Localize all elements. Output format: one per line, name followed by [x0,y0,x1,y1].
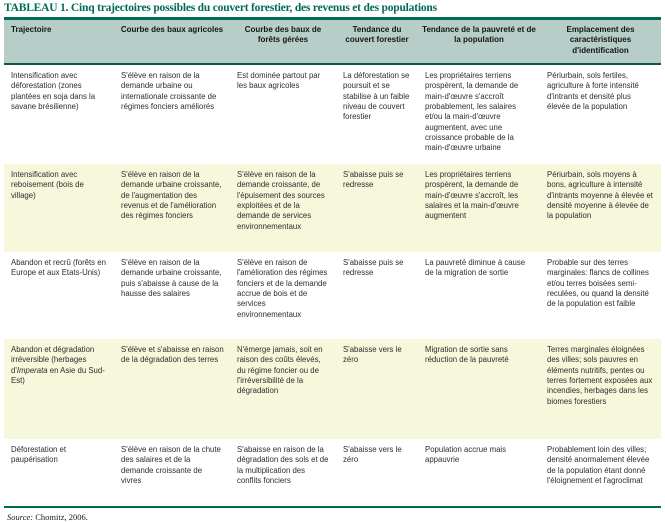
col-header-trajectoire: Trajectoire [4,19,114,65]
source-note [4,508,661,522]
cell-pauvrete-population: La pauvreté diminue à cause de la migration de sortie [425,258,526,278]
cell-baux-forets: Est dominée partout par les baux agricoles [237,71,321,91]
cell-baux-forets: N'émerge jamais, soit en raison des coûts élevés, du régime foncier ou de l'irréversibilité de la dégradation [237,345,323,396]
table-title: TABLEAU 1. Cinq trajectoires possibles du couvert forestier, des revenus et des populations [4,2,437,14]
cell-baux-agricoles: S'élève en raison de la demande urbaine croissante, puis s'abaisse à cause de la hausse des salaires [121,258,222,299]
table-row [4,252,661,339]
cell-baux-agricoles: S'élève en raison de la demande urbaine ou internationale croissante de régimes fonciers améliorés [121,71,217,112]
table-row [4,64,661,164]
trajectories-table [4,17,661,508]
col-header-couvert-forestier: Tendance du couvert forestier [336,19,418,65]
cell-trajectoire: Abandon et dégradation irréversible (herbages d'Imperata en Asie du Sud-Est) [11,345,105,386]
cell-pauvrete-population: Les propriétaires terriens prospèrent, la demande de main-d'œuvre s'accroît, les salaires et la main-d'œuvre augmentent [425,170,519,221]
source-label: Source: [7,512,34,522]
cell-pauvrete-population: Population accrue mais appauvrie [425,445,507,465]
cell-pauvrete-population: Les propriétaires terriens prospèrent, la demande de main-d'œuvre s'accroît probablement, les salaires et/ou la main-d'œuvre augmentent, avec une croissance probable de la main-d'œuvre urbaine [425,71,519,153]
cell-baux-forets: S'élève en raison de la demande croissante, de l'épuisement des sources exploitées et de la demande de services environnementaux [237,170,325,231]
cell-emplacement: Périurbain, sols fertiles, agriculture à forte intensité d'intrants et densité plus élevée de la population [547,71,639,112]
cell-couvert-forestier: S'abaisse puis se redresse [343,258,404,278]
table-row [4,339,661,439]
table-row [4,439,661,507]
cell-trajectoire: Intensification avec déforestation (zones plantées en soja dans la savane brésilienne) [11,71,96,112]
cell-emplacement: Probable sur des terres marginales: flancs de collines et/ou terres boisées semi-reculées, ou quand la densité de la population est faible [547,258,649,309]
table-body [4,64,661,507]
source-text: Chomitz, 2006. [35,512,88,522]
cell-emplacement: Périurbain, sols moyens à bons, agriculture à intensité d'intrants moyenne à élevée et densité moyenne à élevée de la population [547,170,653,221]
col-header-pauvrete-population: Tendance de la pauvreté et de la population [418,19,540,65]
cell-baux-agricoles: S'élève en raison de la demande urbaine croissante, de l'augmentation des revenus et de l'amélioration des régimes fonciers [121,170,222,221]
cell-trajectoire: Déforestation et paupérisation [11,445,67,465]
cell-baux-agricoles: S'élève et s'abaisse en raison de la dégradation des terres [121,345,224,365]
cell-pauvrete-population: Migration de sortie sans réduction de la pauvreté [425,345,509,365]
col-header-baux-forets: Courbe des baux de forêts gérées [230,19,336,65]
table-header [4,19,661,65]
cell-baux-agricoles: S'élève en raison de la chute des salaires et de la demande croissante de vivres [121,445,221,486]
cell-emplacement: Terres marginales éloignées des villes; sols pauvres en éléments nutritifs, pentes ou terres fortement exposées aux incendies, herbages dans les biomes forestiers [547,345,653,406]
cell-baux-forets: S'abaisse en raison de la dégradation des sols et de la multiplication des conflits fonciers [237,445,329,486]
cell-couvert-forestier: S'abaisse puis se redresse [343,170,404,190]
col-header-baux-agricoles: Courbe des baux agricoles [114,19,230,65]
cell-emplacement: Probablement loin des villes; densité anormalement élevée de la population étant donné l'éloignement et l'agroclimat [547,445,650,486]
cell-baux-forets: S'élève en raison de l'amélioration des régimes fonciers et de la demande accrue de bois et de services environnementaux [237,258,328,319]
cell-trajectoire: Abandon et recrû (forêts en Europe et aux Etats-Unis) [11,258,106,278]
cell-couvert-forestier: S'abaisse vers le zéro [343,445,402,465]
cell-couvert-forestier: La déforestation se poursuit et se stabilise à un faible niveau de couvert forestier [343,71,410,122]
col-header-emplacement: Emplacement des caractéristiques d'identification [540,19,661,65]
header-row [4,19,661,65]
cell-trajectoire: Intensification avec reboisement (bois de village) [11,170,84,200]
cell-couvert-forestier: S'abaisse vers le zéro [343,345,402,365]
table-row [4,164,661,252]
